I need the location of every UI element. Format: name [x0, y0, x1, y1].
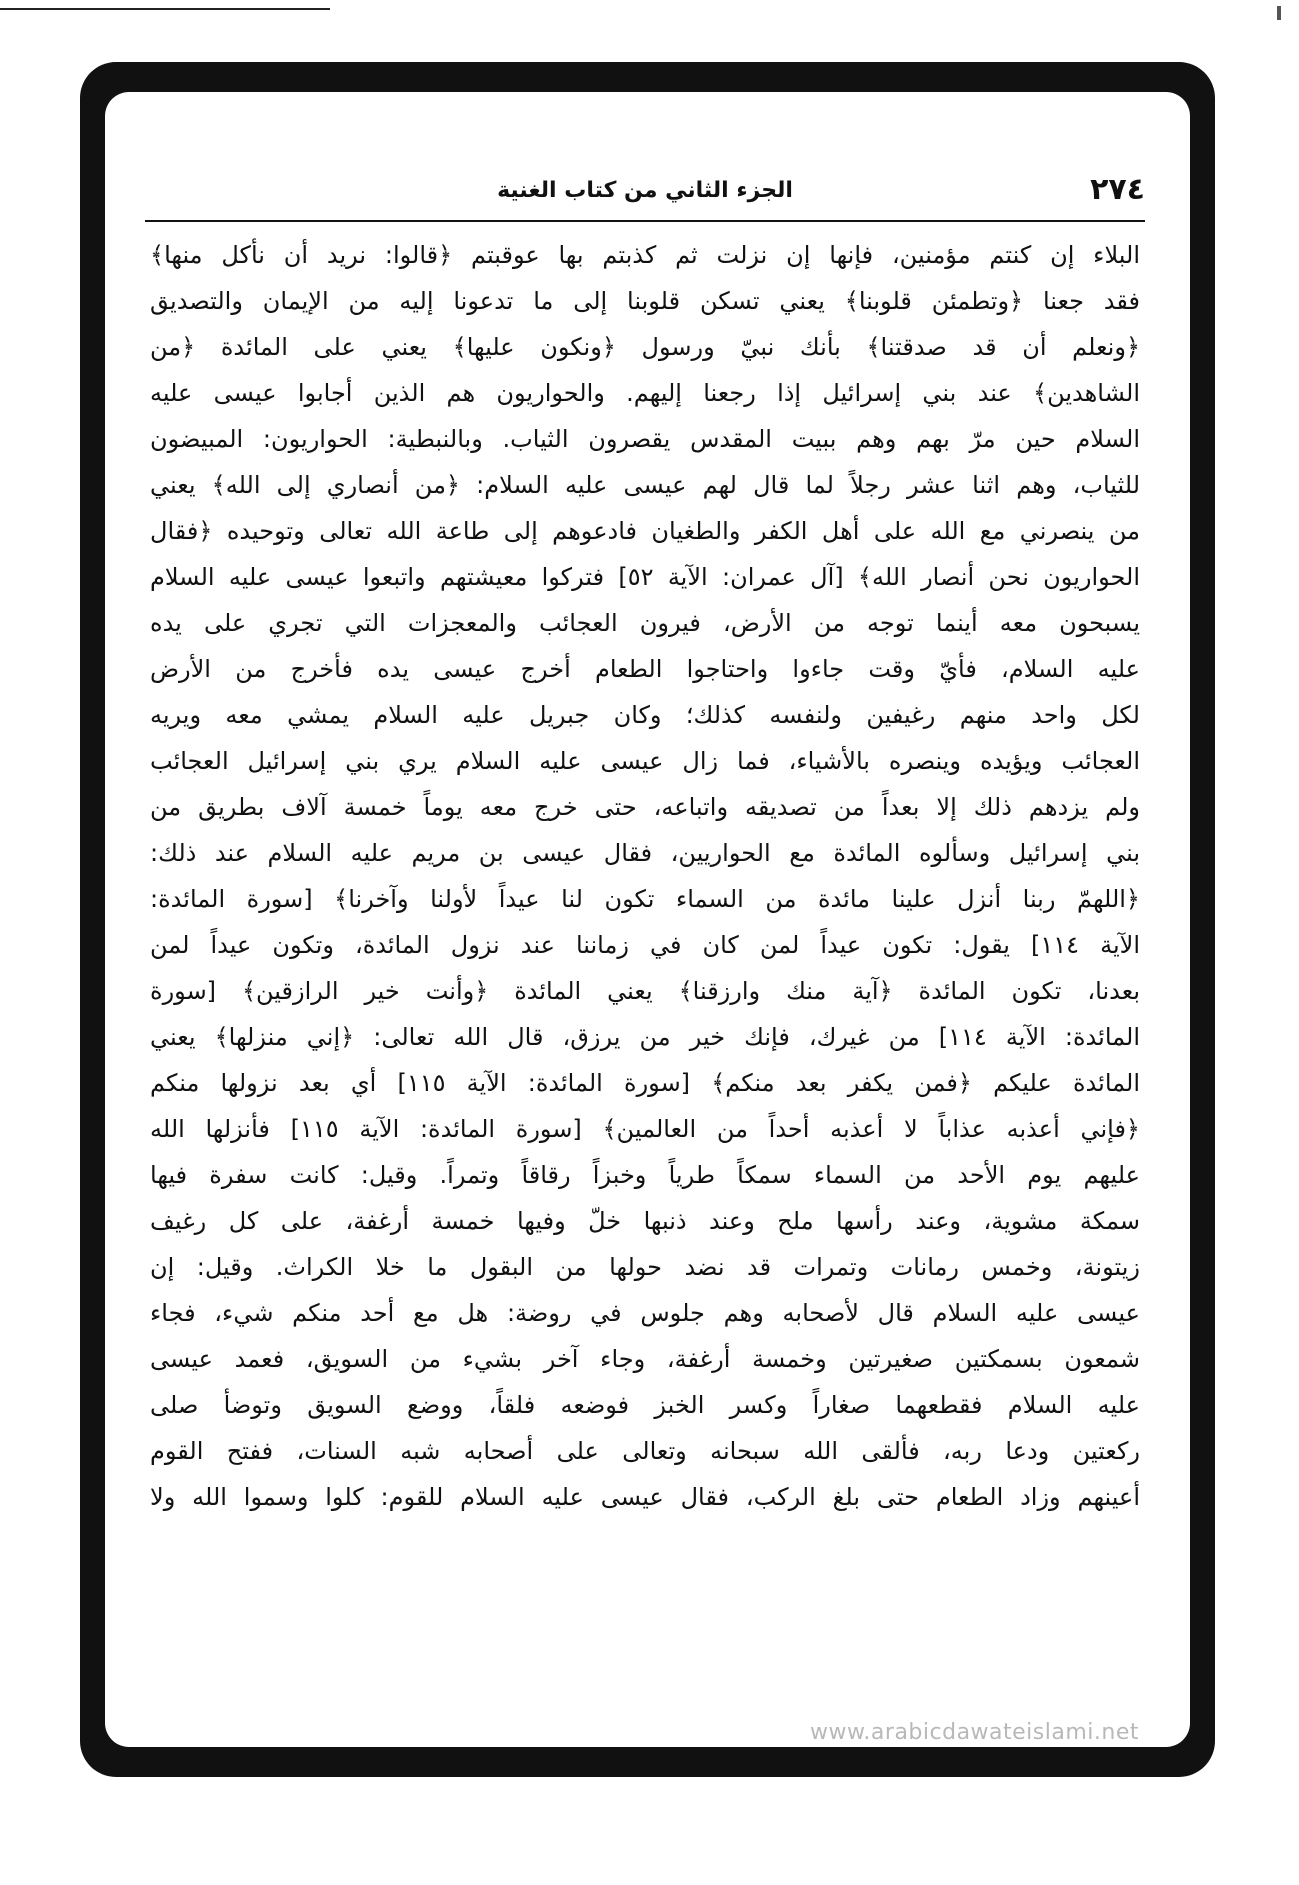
text-line: المائدة عليكم ﴿فمن يكفر بعد منكم﴾ [سورة المائدة: الآية ١١٥] أي بعد نزولها منكم	[150, 1069, 1140, 1097]
text-line: عليه السلام، فأيّ وقت جاءوا واحتاجوا الطعام أخرج عيسى يده فأخرج من الأرض	[150, 655, 1140, 683]
text-line: أعينهم وزاد الطعام حتى بلغ الركب، فقال عيسى عليه السلام للقوم: كلوا وسموا الله ولا	[150, 1483, 1140, 1511]
text-line: من ينصرني مع الله على أهل الكفر والطغيان فادعوهم إلى طاعة الله تعالى وتوحيده ﴿فقال	[150, 517, 1140, 545]
page-number: ٢٧٤	[1090, 172, 1145, 207]
text-line: للثياب، وهم اثنا عشر رجلاً لما قال لهم عيسى عليه السلام: ﴿من أنصاري إلى الله﴾ يعني	[150, 471, 1140, 499]
running-title: الجزء الثاني من كتاب الغنية	[497, 178, 793, 203]
text-line: شمعون بسمكتين صغيرتين وخمسة أرغفة، وجاء آخر بشيء من السويق، فعمد عيسى	[150, 1345, 1140, 1373]
text-line: الآية ١١٤] يقول: تكون عيداً لمن كان في زماننا عند نزول المائدة، وتكون عيداً لمن	[150, 931, 1141, 959]
text-line: بني إسرائيل وسألوه المائدة مع الحواريين، فقال عيسى بن مريم عليه السلام عند ذلك:	[150, 839, 1140, 867]
text-line: ﴿ونعلم أن قد صدقتنا﴾ بأنك نبيّ ورسول ﴿ونكون عليها﴾ يعني على المائدة ﴿من	[150, 333, 1140, 361]
text-line: بعدنا، تكون المائدة ﴿آية منك وارزقنا﴾ يعني المائدة ﴿وأنت خير الرازقين﴾ [سورة	[150, 977, 1140, 1005]
text-line: ﴿اللهمّ ربنا أنزل علينا مائدة من السماء تكون لنا عيداً لأولنا وآخرنا﴾ [سورة المائدة:	[150, 885, 1140, 913]
text-line: زيتونة، وخمس رمانات وتمرات قد نضد حولها من البقول ما خلا الكراث. وقيل: إن	[150, 1253, 1140, 1281]
text-line: العجائب ويؤيده وينصره بالأشياء، فما زال عيسى عليه السلام يري بني إسرائيل العجائب	[150, 747, 1140, 775]
scan-corner-mark	[1277, 6, 1281, 20]
text-line: لكل واحد منهم رغيفين ولنفسه كذلك؛ وكان جبريل عليه السلام يمشي معه ويريه	[150, 701, 1140, 729]
text-line: عيسى عليه السلام قال لأصحابه وهم جلوس في روضة: هل مع أحد منكم شيء، فجاء	[150, 1299, 1140, 1327]
text-line: فقد جعنا ﴿وتطمئن قلوبنا﴾ يعني تسكن قلوبنا إلى ما تدعونا إليه من الإيمان والتصديق	[150, 287, 1140, 315]
text-line: ركعتين ودعا ربه، فألقى الله سبحانه وتعالى على أصحابه شبه السنات، ففتح القوم	[150, 1437, 1140, 1465]
text-line: ﴿فإني أعذبه عذاباً لا أعذبه أحداً من العالمين﴾ [سورة المائدة: الآية ١١٥] فأنزلها الله	[150, 1115, 1140, 1143]
text-line: عليه السلام فقطعهما صغاراً وكسر الخبز فوضعه فلقاً، ووضع السويق وتوضأ صلى	[150, 1391, 1140, 1419]
text-line: سمكة مشوية، وعند رأسها ملح وعند ذنبها خلّ وفيها خمسة أرغفة، على كل رغيف	[150, 1207, 1140, 1235]
text-line: السلام حين مرّ بهم وهم ببيت المقدس يقصرون الثياب. وبالنبطية: الحواريون: المبيضون	[150, 425, 1140, 453]
text-line: الحواريون نحن أنصار الله﴾ [آل عمران: الآية ٥٢] فتركوا معيشتهم واتبعوا عيسى عليه السلام	[150, 563, 1140, 591]
page-header	[145, 170, 1145, 222]
text-line: الشاهدين﴾ عند بني إسرائيل إذا رجعنا إليهم. والحواريون هم الذين أجابوا عيسى عليه	[150, 379, 1140, 407]
text-line: المائدة: الآية ١١٤] من غيرك، فإنك خير من يرزق، قال الله تعالى: ﴿إني منزلها﴾ يعني	[150, 1023, 1140, 1051]
text-line: ولم يزدهم ذلك إلا بعداً من تصديقه واتباعه، حتى خرج معه يوماً خمسة آلاف بطريق من	[150, 793, 1140, 821]
text-line: يسبحون معه أينما توجه من الأرض، فيرون العجائب والمعجزات التي تجري على يده	[150, 609, 1140, 637]
text-line: عليهم يوم الأحد من السماء سمكاً طرياً وخبزاً رقاقاً وتمراً. وقيل: كانت سفرة فيها	[150, 1161, 1140, 1189]
scan-edge-rule	[0, 8, 330, 10]
body-text	[150, 232, 1140, 1520]
watermark-url: www.arabicdawateislami.net	[809, 1720, 1139, 1745]
text-line: البلاء إن كنتم مؤمنين، فإنها إن نزلت ثم كذبتم بها عوقبتم ﴿قالوا: نريد أن نأكل منها﴾	[150, 241, 1140, 269]
